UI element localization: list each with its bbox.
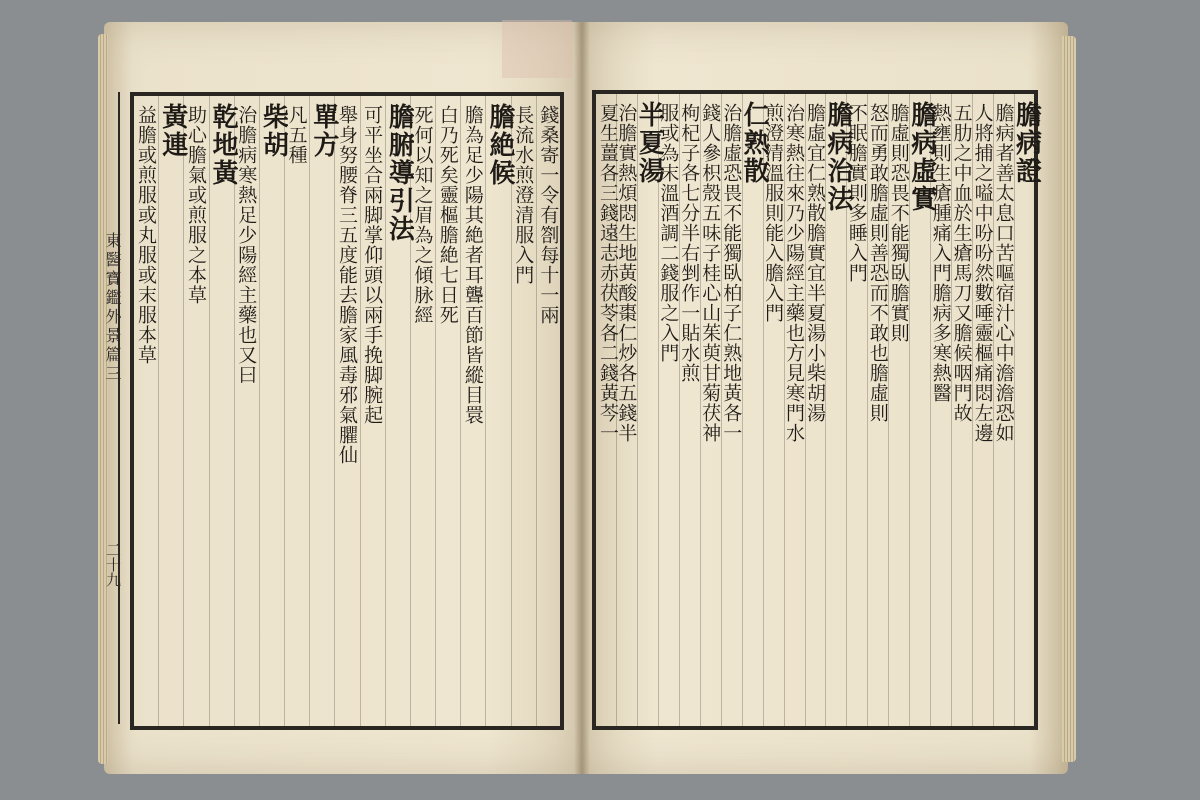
text-column: 熱壅則生瘡腫痛入門膽病多寒熱醫 (929, 103, 952, 403)
column-rule (951, 93, 952, 727)
column-rule (183, 95, 184, 727)
column-rule (158, 95, 159, 727)
section-heading: 乾地黃 (208, 103, 239, 187)
column-rule (805, 93, 806, 727)
column-rule (616, 93, 617, 727)
section-heading: 膽病證 (1011, 101, 1042, 185)
text-column: 死何以知之眉為之傾脉經 (411, 105, 434, 325)
open-book (104, 22, 1068, 774)
section-heading: 膽病虛實 (906, 101, 937, 213)
text-column: 助心膽氣或煎服之本草 (184, 105, 207, 305)
column-rule (485, 95, 486, 727)
right-text-frame (592, 90, 1042, 730)
text-column: 錢人參枳殼五味子桂心山茱萸甘菊茯神 (699, 103, 722, 443)
left-page (104, 22, 582, 774)
column-rule (679, 93, 680, 727)
right-page-edges (1062, 36, 1076, 762)
column-rule (460, 95, 461, 727)
text-column: 膽病者善太息口苦嘔宿汁心中澹澹恐如 (992, 103, 1015, 443)
column-rule (536, 95, 537, 727)
text-column: 五肋之中血於生瘡馬刀又膽候咽門故 (950, 103, 973, 423)
text-column: 服或為末溫酒調二錢服之入門 (657, 103, 680, 363)
column-rule (209, 95, 210, 727)
section-heading: 膽絶候 (485, 103, 516, 187)
column-rule (334, 95, 335, 727)
section-heading: 柴胡 (258, 103, 289, 159)
column-rule (309, 95, 310, 727)
text-column: 怒而勇敢膽虛則善恐而不敢也膽虛則 (866, 103, 889, 423)
margin-book-title: 東醫寶鑑外景篇三 (103, 232, 122, 384)
column-rule (284, 95, 285, 727)
column-rule (1014, 93, 1015, 727)
column-rule (972, 93, 973, 727)
column-rule (410, 95, 411, 727)
section-heading: 膽腑導引法 (384, 103, 415, 243)
library-seal (502, 20, 572, 78)
left-text-frame (130, 92, 564, 730)
column-rule (511, 95, 512, 727)
text-column: 益膽或煎服或丸服或末服本草 (135, 105, 157, 365)
text-column: 枸杞子各七分半右剉作一貼水煎 (678, 103, 701, 383)
column-rule (742, 93, 743, 727)
section-heading: 黃連 (157, 103, 188, 159)
book-gutter (574, 22, 590, 774)
text-column: 夏生薑各三錢遠志赤茯苓各二錢黃芩一 (597, 103, 619, 443)
text-column: 錢桑寄一令有劄每十一兩 (537, 105, 560, 325)
column-rule (637, 93, 638, 727)
text-column: 治膽虛恐畏不能獨臥柏子仁熟地黃各一 (720, 103, 743, 443)
text-column: 治寒熱往來乃少陽經主藥也方見寒門水 (783, 103, 806, 443)
column-rule (700, 93, 701, 727)
section-heading: 半夏湯 (634, 101, 665, 185)
column-rule (846, 93, 847, 727)
text-column: 凡五種 (285, 105, 308, 165)
text-column: 白乃死矣靈樞膽絶七日死 (436, 105, 459, 325)
text-column: 治膽實熱煩悶生地黃酸棗仁炒各五錢半 (615, 103, 638, 443)
column-rule (825, 93, 826, 727)
column-rule (234, 95, 235, 727)
text-column: 煎澄清溫服則能入膽入門 (762, 103, 785, 323)
right-page (582, 22, 1068, 774)
column-rule (385, 95, 386, 727)
column-rule (360, 95, 361, 727)
column-rule (435, 95, 436, 727)
column-rule (784, 93, 785, 727)
text-column: 長流水煎澄清服入門 (512, 105, 535, 285)
text-column: 膽虛則恐畏不能獨臥膽實則 (887, 103, 910, 343)
column-rule (867, 93, 868, 727)
column-rule (763, 93, 764, 727)
section-heading: 仁熟散 (739, 101, 770, 185)
column-rule (259, 95, 260, 727)
column-rule (993, 93, 994, 727)
column-rule (930, 93, 931, 727)
text-column: 膽虛宜仁熟散膽實宜半夏湯小柴胡湯 (804, 103, 826, 423)
column-rule (658, 93, 659, 727)
section-heading: 膽病治法 (822, 101, 853, 213)
page-number: 二十九 (104, 542, 122, 587)
text-column: 膽為足少陽其絶者耳聾百節皆縱目睘 (461, 105, 484, 425)
text-column: 可平坐合兩脚掌仰頭以兩手挽脚腕起 (361, 105, 384, 425)
text-column: 治膽病寒熱足少陽經主藥也又曰 (235, 105, 258, 385)
column-rule (721, 93, 722, 727)
text-column: 舉身努腰脊三五度能去膽家風毒邪氣臞仙 (336, 105, 358, 465)
column-rule (909, 93, 910, 727)
left-page-edges (98, 34, 108, 764)
text-column: 人將捕之嗌中吩吩然數唾靈樞痛悶左邊 (971, 103, 994, 443)
section-heading: 單方 (308, 103, 339, 159)
text-column: 不眠膽實則多睡入門 (845, 103, 868, 283)
column-rule (888, 93, 889, 727)
